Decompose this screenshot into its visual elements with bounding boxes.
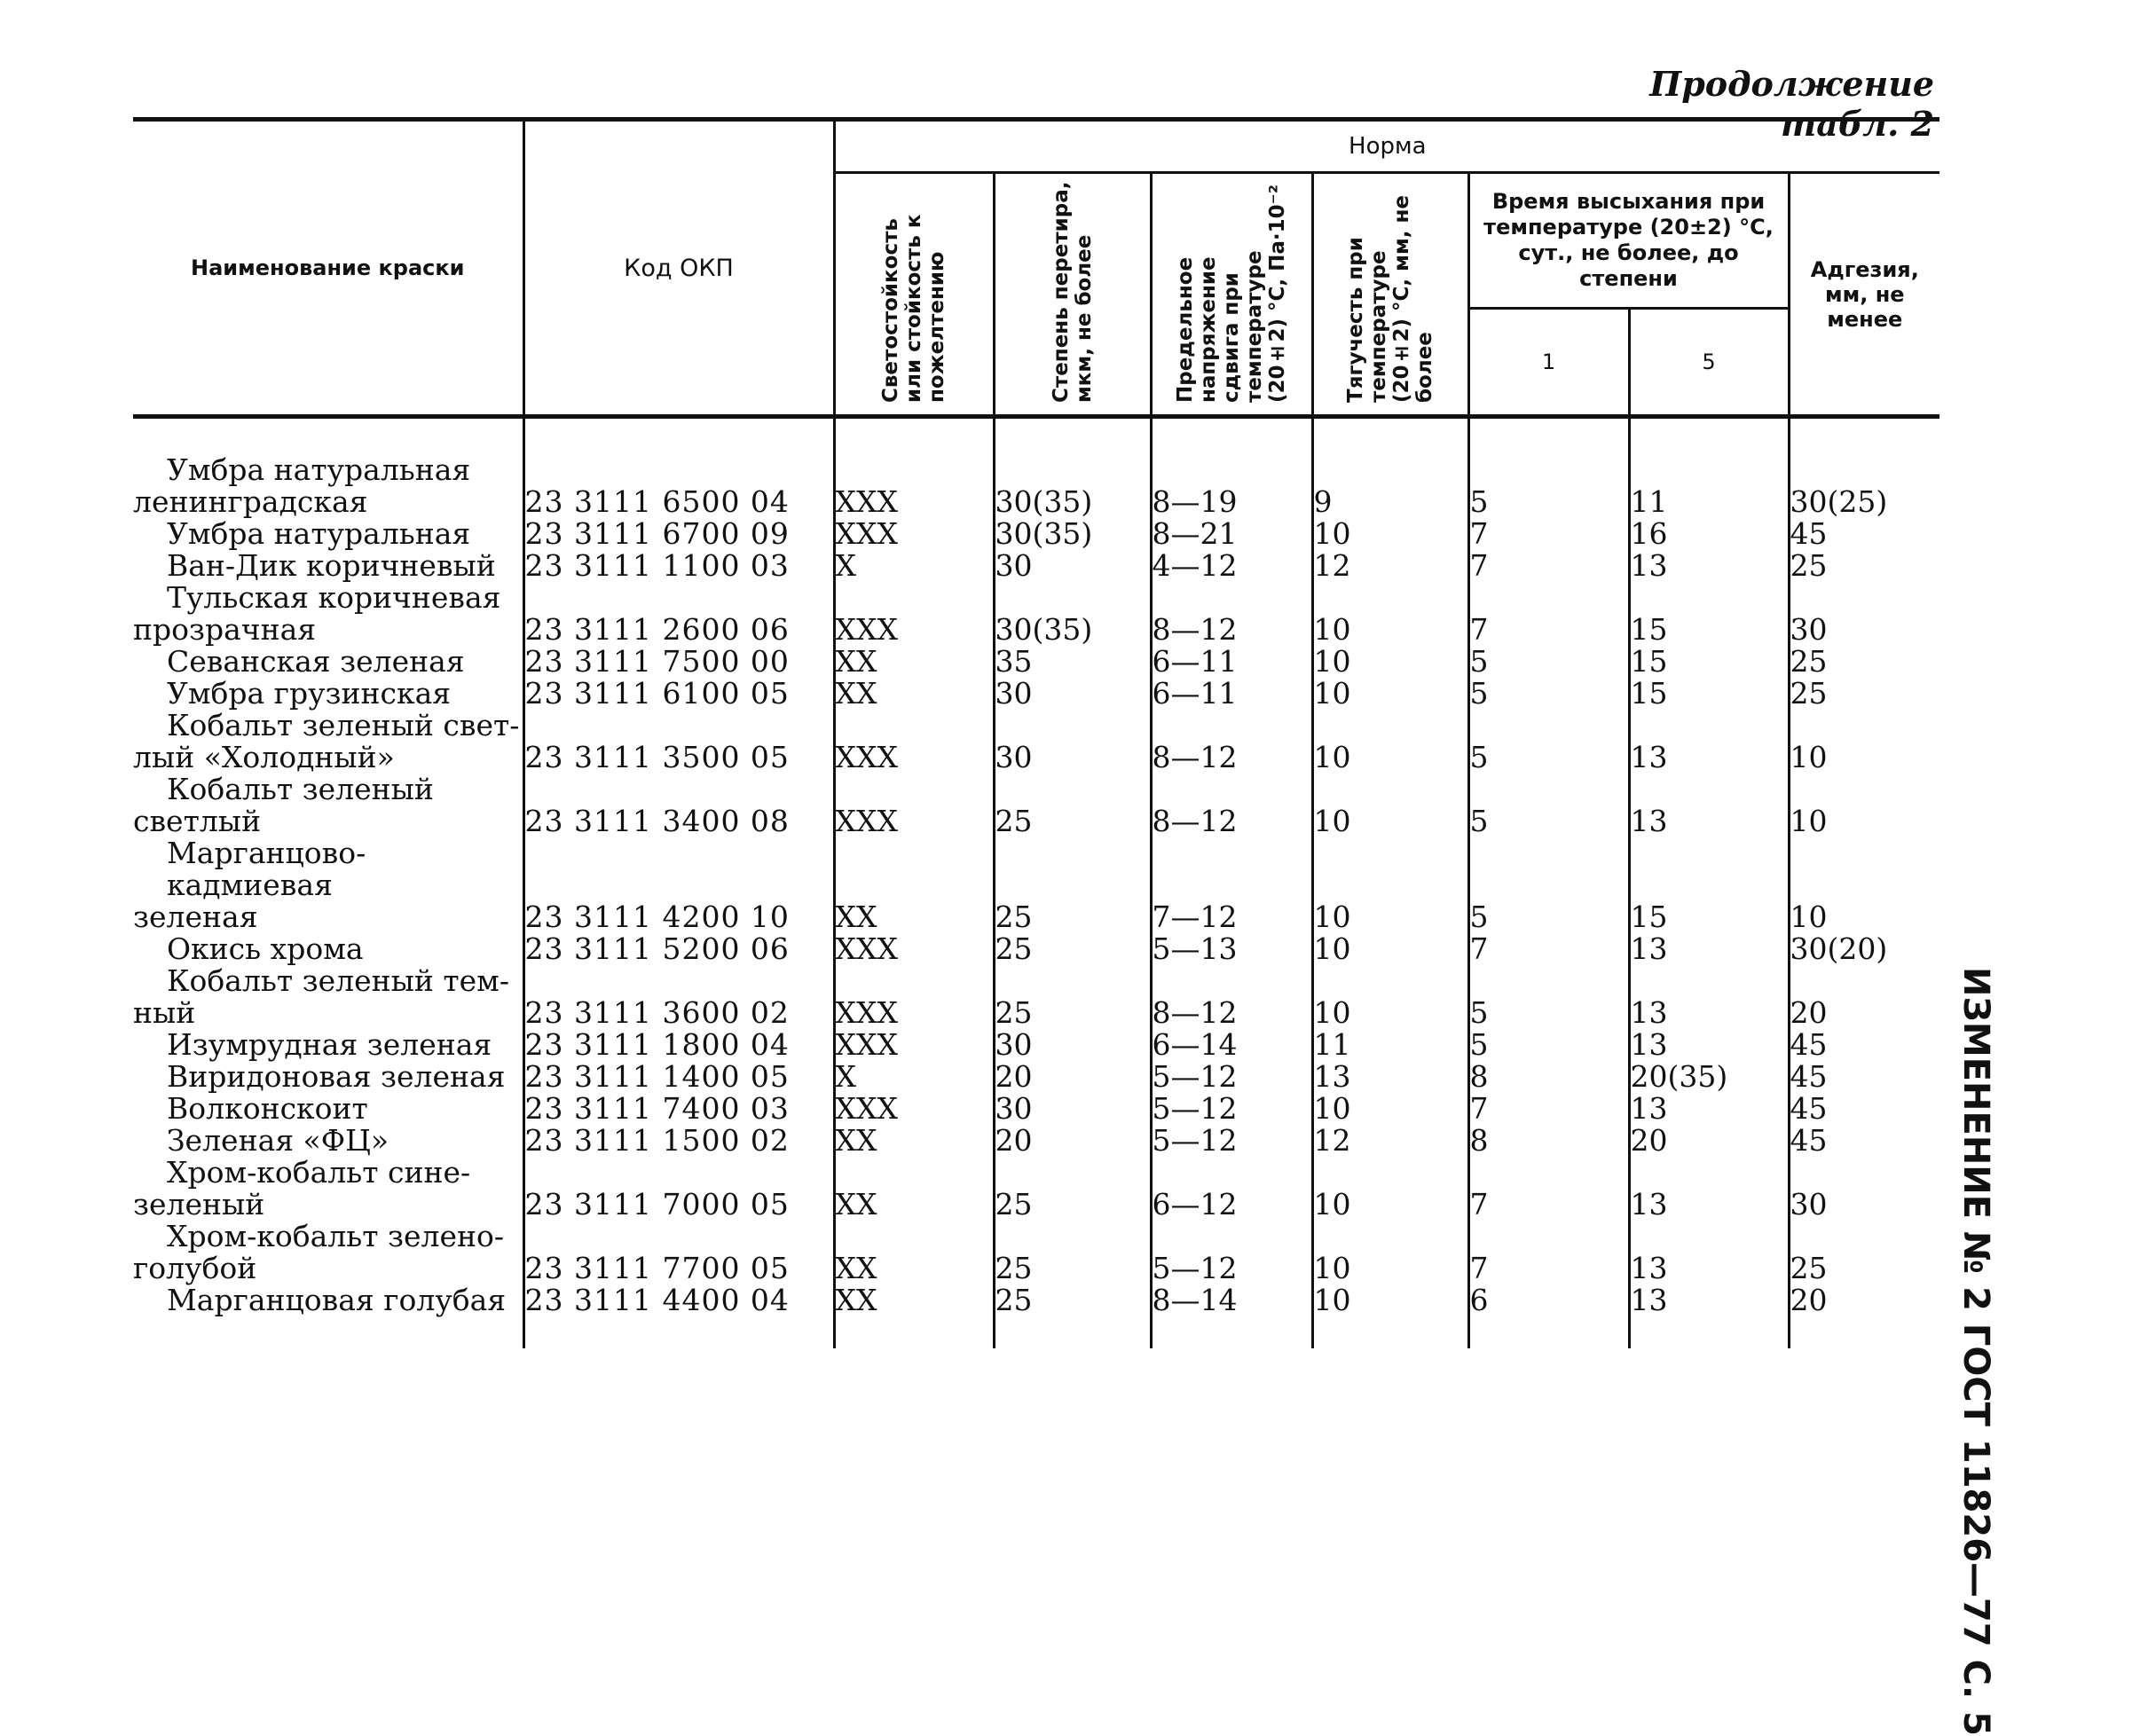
paint-name-line: Умбра натуральная [167,452,471,487]
cell-lightfast: XX [834,1157,994,1221]
cell-code: 23 3111 3500 05 [523,710,834,774]
cell-grind: 35 [994,646,1151,678]
cell-paint-name [133,1125,523,1157]
cell-paint-name [133,710,523,774]
header-shear: Предельное напряжение сдвига при температуре (20±2) °С, Па·10⁻² [1151,173,1312,417]
cell-shear: 5—13 [1151,933,1312,965]
header-ductility: Тягучесть при температуре (20±2) °С, мм, не более [1312,173,1468,417]
cell-adhesion: 30 [1789,1157,1939,1221]
table-row [133,710,1939,774]
cell-lightfast: XXX [834,417,994,519]
header-grind: Степень перетира, мкм, не более [994,173,1151,417]
header-adhesion: Адгезия, мм, не менее [1789,173,1939,417]
cell-ductility: 10 [1312,1157,1468,1221]
cell-ductility: 10 [1312,1221,1468,1284]
cell-lightfast: X [834,550,994,582]
cell-code: 23 3111 1500 02 [523,1125,834,1157]
table-row [133,646,1939,678]
header-norma: Норма [834,120,1939,173]
paint-name-line: Тульская коричневая [167,580,501,615]
cell-shear: 7—12 [1151,837,1312,933]
paint-name-line: Ван-Дик коричневый [167,548,496,583]
paint-name-line: прозрачная [133,612,317,647]
cell-adhesion: 30(25) [1789,417,1939,519]
cell-paint-name [133,1061,523,1093]
cell-drying-1: 5 [1468,710,1629,774]
cell-ductility: 10 [1312,965,1468,1029]
cell-shear: 6—12 [1151,1157,1312,1221]
cell-code: 23 3111 3600 02 [523,965,834,1029]
table-caption: Продолжение табл. 2 [1649,64,1934,144]
paint-name-line: светлый [133,804,262,838]
cell-ductility: 12 [1312,550,1468,582]
cell-ductility: 10 [1312,582,1468,646]
cell-lightfast: XXX [834,518,994,550]
cell-drying-1: 5 [1468,837,1629,933]
cell-drying-5: 15 [1629,678,1789,710]
cell-code: 23 3111 3400 08 [523,774,834,837]
paint-name-line: Окись хрома [167,931,364,966]
cell-shear: 8—21 [1151,518,1312,550]
cell-paint-name [133,646,523,678]
cell-adhesion: 20 [1789,965,1939,1029]
cell-grind: 25 [994,1221,1151,1284]
table-row [133,1029,1939,1061]
cell-lightfast: X [834,1061,994,1093]
cell-code: 23 3111 7700 05 [523,1221,834,1284]
cell-drying-5: 11 [1629,417,1789,519]
cell-grind: 25 [994,1157,1151,1221]
cell-adhesion: 10 [1789,837,1939,933]
cell-adhesion: 30(20) [1789,933,1939,965]
cell-code: 23 3111 1400 05 [523,1061,834,1093]
cell-shear: 5—12 [1151,1221,1312,1284]
cell-shear: 8—12 [1151,774,1312,837]
paint-name-line: Волконскоит [167,1091,368,1126]
cell-drying-5: 20 [1629,1125,1789,1157]
paint-name-line: зеленая [133,899,258,934]
table-row [133,1093,1939,1125]
cell-drying-5: 13 [1629,710,1789,774]
paint-name-line: лый «Холодный» [133,740,395,774]
cell-code: 23 3111 1800 04 [523,1029,834,1061]
cell-ductility: 10 [1312,774,1468,837]
table-row [133,1221,1939,1284]
cell-grind: 30(35) [994,582,1151,646]
cell-grind: 30 [994,678,1151,710]
cell-adhesion: 45 [1789,1093,1939,1125]
cell-ductility: 9 [1312,417,1468,519]
cell-code: 23 3111 6500 04 [523,417,834,519]
header-name: Наименование краски [133,120,523,417]
cell-paint-name [133,1029,523,1061]
cell-paint-name [133,550,523,582]
cell-ductility: 10 [1312,518,1468,550]
cell-ductility: 10 [1312,933,1468,965]
cell-ductility: 10 [1312,678,1468,710]
table-row [133,678,1939,710]
table-row [133,774,1939,837]
paint-name-line: Умбра натуральная [167,516,471,551]
cell-drying-5: 15 [1629,837,1789,933]
cell-lightfast: XXX [834,710,994,774]
cell-shear: 4—12 [1151,550,1312,582]
paint-name-line: Кобальт зеленый тем- [167,963,509,998]
cell-shear: 6—11 [1151,678,1312,710]
side-note: ИЗМЕНЕНИЕ № 2 ГОСТ 11826—77 С. 5 [1955,967,1996,1736]
paint-name-line: Марганцовая голубая [167,1283,507,1317]
cell-lightfast: XXX [834,1093,994,1125]
header-drying-1: 1 [1468,309,1629,417]
cell-ductility: 12 [1312,1125,1468,1157]
paint-name-line: Умбра грузинская [167,676,452,711]
table-row [133,1061,1939,1093]
cell-paint-name [133,837,523,933]
header-drying: Время высыхания при температуре (20±2) °С, сут., не более, до степени [1468,173,1789,309]
cell-lightfast: XXX [834,965,994,1029]
paint-name-line: Зеленая «ФЦ» [167,1123,389,1158]
cell-shear: 5—12 [1151,1061,1312,1093]
cell-code: 23 3111 6700 09 [523,518,834,550]
cell-ductility: 10 [1312,837,1468,933]
cell-grind: 30(35) [994,417,1151,519]
cell-adhesion: 30 [1789,582,1939,646]
paint-name-line: ленинградская [133,484,368,519]
cell-lightfast: XXX [834,774,994,837]
table-row [133,837,1939,933]
cell-drying-5: 13 [1629,774,1789,837]
cell-drying-5: 13 [1629,1093,1789,1125]
cell-shear: 8—14 [1151,1284,1312,1348]
cell-drying-5: 13 [1629,933,1789,965]
cell-lightfast: XXX [834,1029,994,1061]
cell-paint-name [133,774,523,837]
cell-ductility: 13 [1312,1061,1468,1093]
cell-drying-1: 7 [1468,550,1629,582]
cell-grind: 30 [994,710,1151,774]
cell-paint-name [133,678,523,710]
cell-paint-name [133,1221,523,1284]
cell-grind: 30 [994,1029,1151,1061]
table-body [133,417,1939,1349]
cell-drying-1: 7 [1468,1221,1629,1284]
paint-name-line: ный [133,995,196,1030]
cell-drying-5: 13 [1629,550,1789,582]
cell-grind: 30 [994,550,1151,582]
cell-grind: 20 [994,1061,1151,1093]
cell-adhesion: 45 [1789,1125,1939,1157]
cell-shear: 6—11 [1151,646,1312,678]
cell-drying-5: 16 [1629,518,1789,550]
cell-grind: 30(35) [994,518,1151,550]
paint-name-line: Марганцово-кадмиевая [167,836,366,902]
cell-paint-name [133,582,523,646]
cell-drying-1: 7 [1468,1157,1629,1221]
cell-ductility: 10 [1312,1284,1468,1348]
cell-drying-5: 20(35) [1629,1061,1789,1093]
cell-grind: 25 [994,965,1151,1029]
paint-name-line: Севанская зеленая [167,644,465,679]
cell-code: 23 3111 5200 06 [523,933,834,965]
cell-lightfast: XXX [834,933,994,965]
cell-adhesion: 25 [1789,678,1939,710]
cell-grind: 25 [994,774,1151,837]
cell-shear: 5—12 [1151,1125,1312,1157]
paint-name-line: Виридоновая зеленая [167,1059,506,1094]
cell-paint-name [133,1093,523,1125]
paint-name-line: Изумрудная зеленая [167,1027,492,1062]
cell-paint-name [133,965,523,1029]
cell-grind: 30 [994,1093,1151,1125]
cell-drying-5: 13 [1629,1284,1789,1348]
table-row [133,582,1939,646]
cell-code: 23 3111 4200 10 [523,837,834,933]
cell-shear: 8—19 [1151,417,1312,519]
cell-paint-name [133,518,523,550]
paint-name-line: Кобальт зеленый [167,772,434,806]
cell-ductility: 10 [1312,710,1468,774]
cell-shear: 5—12 [1151,1093,1312,1125]
cell-drying-1: 7 [1468,1093,1629,1125]
cell-drying-5: 13 [1629,1029,1789,1061]
cell-grind: 25 [994,837,1151,933]
cell-ductility: 10 [1312,646,1468,678]
cell-adhesion: 10 [1789,710,1939,774]
cell-lightfast: XX [834,837,994,933]
cell-shear: 8—12 [1151,710,1312,774]
table-row [133,550,1939,582]
cell-lightfast: XX [834,646,994,678]
paint-name-line: Хром-кобальт сине- [167,1155,471,1190]
cell-drying-1: 5 [1468,965,1629,1029]
cell-drying-1: 5 [1468,417,1629,519]
cell-paint-name [133,1157,523,1221]
cell-grind: 20 [994,1125,1151,1157]
cell-drying-1: 7 [1468,518,1629,550]
cell-code: 23 3111 7500 00 [523,646,834,678]
header-code: Код ОКП [523,120,834,417]
cell-drying-5: 15 [1629,646,1789,678]
cell-drying-5: 13 [1629,965,1789,1029]
cell-lightfast: XX [834,1284,994,1348]
cell-code: 23 3111 2600 06 [523,582,834,646]
cell-lightfast: XX [834,1221,994,1284]
cell-lightfast: XX [834,1125,994,1157]
cell-adhesion: 25 [1789,1221,1939,1284]
cell-drying-1: 8 [1468,1061,1629,1093]
cell-adhesion: 45 [1789,1061,1939,1093]
header-lightfast: Светостойкость или стойкость к пожелтению [834,173,994,417]
cell-paint-name [133,933,523,965]
table-row [133,933,1939,965]
table-row [133,1157,1939,1221]
table-row [133,417,1939,519]
cell-code: 23 3111 4400 04 [523,1284,834,1348]
cell-lightfast: XX [834,678,994,710]
cell-code: 23 3111 7400 03 [523,1093,834,1125]
paint-norms-table [133,117,1939,1348]
cell-code: 23 3111 1100 03 [523,550,834,582]
cell-shear: 8—12 [1151,582,1312,646]
cell-drying-1: 5 [1468,678,1629,710]
cell-drying-1: 5 [1468,646,1629,678]
cell-drying-1: 5 [1468,774,1629,837]
cell-drying-5: 13 [1629,1157,1789,1221]
table-row [133,965,1939,1029]
cell-adhesion: 45 [1789,1029,1939,1061]
cell-drying-1: 6 [1468,1284,1629,1348]
cell-drying-5: 13 [1629,1221,1789,1284]
cell-paint-name [133,417,523,519]
cell-code: 23 3111 6100 05 [523,678,834,710]
cell-ductility: 11 [1312,1029,1468,1061]
cell-ductility: 10 [1312,1093,1468,1125]
cell-adhesion: 25 [1789,646,1939,678]
paint-name-line: голубой [133,1251,257,1285]
cell-shear: 8—12 [1151,965,1312,1029]
header-drying-5: 5 [1629,309,1789,417]
cell-drying-1: 7 [1468,582,1629,646]
table-row [133,518,1939,550]
cell-code: 23 3111 7000 05 [523,1157,834,1221]
cell-adhesion: 45 [1789,518,1939,550]
cell-lightfast: XXX [834,582,994,646]
cell-paint-name [133,1284,523,1348]
paint-name-line: Кобальт зеленый свет- [167,708,520,742]
cell-adhesion: 10 [1789,774,1939,837]
table-row [133,1125,1939,1157]
paint-name-line: зеленый [133,1187,265,1221]
cell-drying-1: 8 [1468,1125,1629,1157]
cell-grind: 25 [994,933,1151,965]
cell-adhesion: 20 [1789,1284,1939,1348]
cell-drying-5: 15 [1629,582,1789,646]
cell-drying-1: 7 [1468,933,1629,965]
paint-name-line: Хром-кобальт зелено- [167,1219,505,1253]
cell-shear: 6—14 [1151,1029,1312,1061]
cell-grind: 25 [994,1284,1151,1348]
cell-drying-1: 5 [1468,1029,1629,1061]
table-row [133,1284,1939,1348]
cell-adhesion: 25 [1789,550,1939,582]
